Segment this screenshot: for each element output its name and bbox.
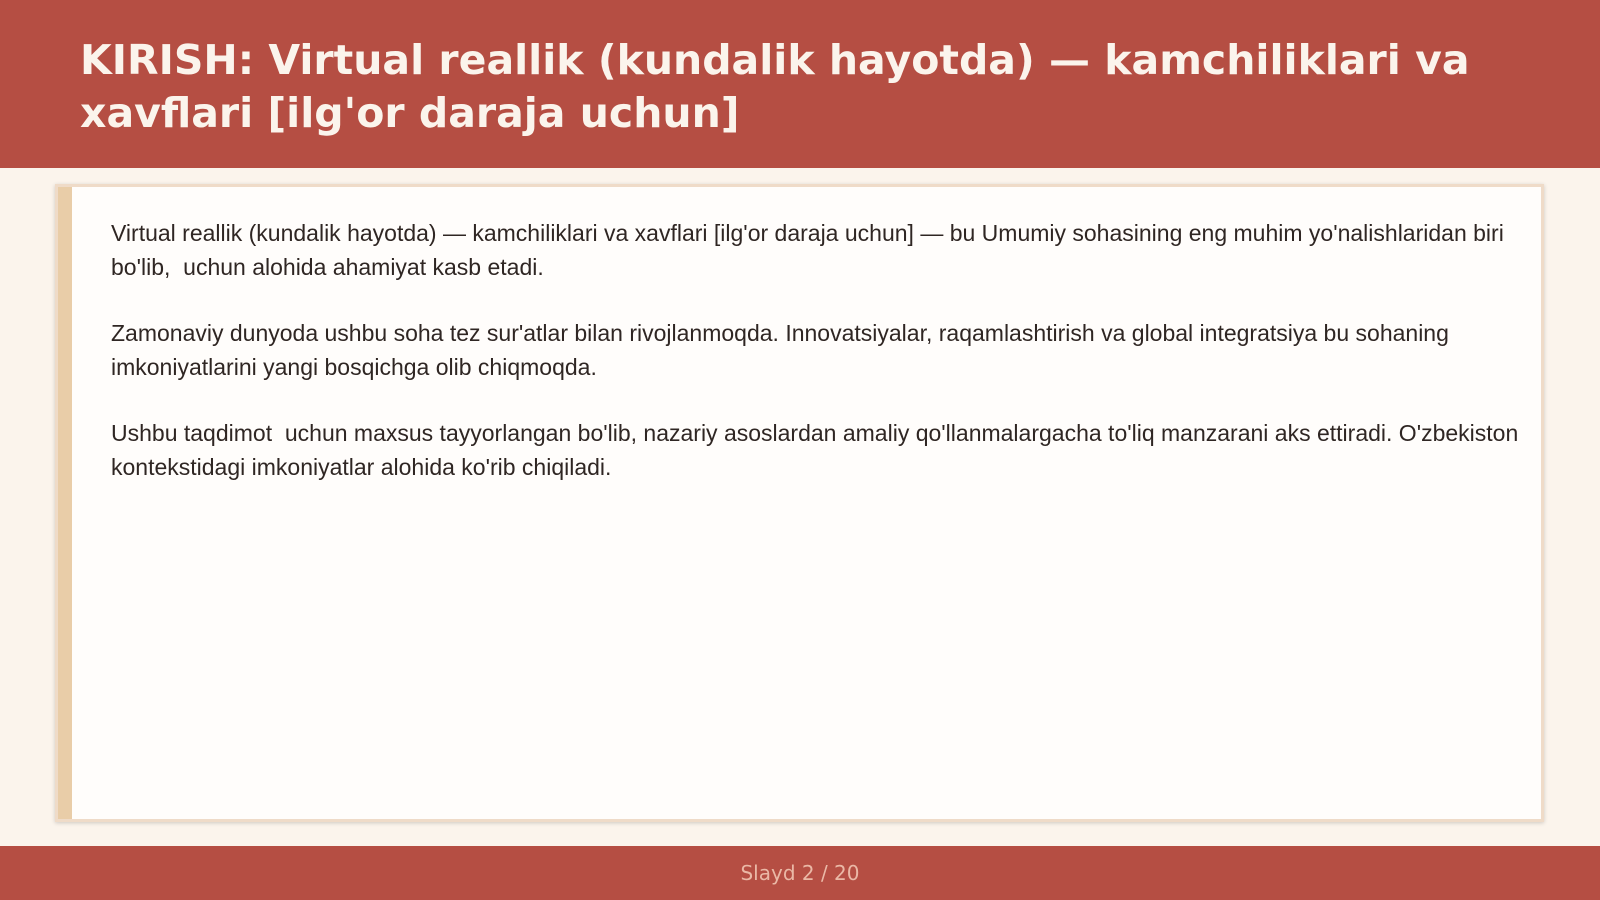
- slide-counter: Slayd 2 / 20: [740, 861, 860, 885]
- slide-header: [0, 0, 1600, 168]
- slide-footer: [0, 846, 1600, 900]
- slide-title: KIRISH: Virtual reallik (kundalik hayotda) — kamchiliklari va xavflari [ilg'or daraja uchun]: [80, 36, 1470, 137]
- intro-paragraph: Virtual reallik (kundalik hayotda) — kamchiliklari va xavflari [ilg'or daraja uchun] — bu Umumiy sohasining eng muhim yo'nalishlaridan biri bo'lib, uchun alohida ahamiyat kasb etadi.: [111, 220, 1511, 280]
- modern-world-paragraph: Zamonaviy dunyoda ushbu soha tez sur'atlar bilan rivojlanmoqda. Innovatsiyalar, raqamlashtirish va global integratsiya bu sohaning imkoniyatlarini yangi bosqichga olib chiqmoqda.: [111, 320, 1456, 380]
- content-accent-bar: [58, 187, 72, 819]
- content-body: [111, 216, 1525, 516]
- content-card: [55, 184, 1544, 822]
- presentation-purpose-paragraph: Ushbu taqdimot uchun maxsus tayyorlangan bo'lib, nazariy asoslardan amaliy qo'llanmalargacha to'liq manzarani aks ettiradi. O'zbekiston kontekstidagi imkoniyatlar alohida ko'rib chiqiladi.: [111, 420, 1525, 480]
